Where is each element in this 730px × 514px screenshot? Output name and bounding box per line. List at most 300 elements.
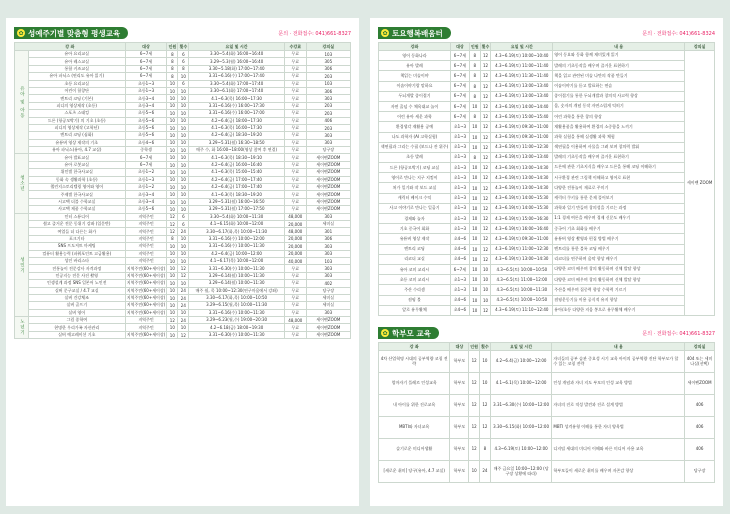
table-cell: 6: [178, 220, 189, 227]
table-row: [15, 331, 351, 338]
table-cell: 다양한 코미 배우며 창의 활동하며 신체 발달 향상: [553, 275, 685, 285]
left-contact: 문의 · 전화접수: 041)661-8327: [278, 30, 351, 37]
table-row: [379, 163, 715, 173]
table-cell: 10: [469, 193, 480, 203]
left-section-title: ✿ 성예주기별 맞춤형 평생교육: [14, 27, 128, 39]
table-cell: 12: [480, 101, 491, 111]
table-cell: 6~7세: [450, 81, 469, 91]
table-row: [379, 244, 715, 254]
table-cell: 4.2~6.4(금) 10:00~12:00: [189, 250, 285, 257]
table-cell: 세이펜ZOOM: [306, 206, 350, 213]
table-cell: 세미실: [306, 294, 350, 301]
table-row: [15, 51, 351, 58]
table-cell: 10: [480, 275, 491, 285]
table-cell: 초등3~4: [125, 191, 167, 198]
table-cell: 303: [306, 95, 350, 102]
course-name: 성인 바리스타: [28, 257, 125, 264]
column-header: 강좌: [379, 43, 451, 51]
table-cell: 4.3~6.19(토) 13:00~13:40: [491, 81, 553, 91]
table-cell: 3.29~5.31(월) 17:00~17:50: [189, 206, 285, 213]
table-cell: 지역주민: [125, 213, 167, 220]
table-cell: 초등5~6: [125, 117, 167, 124]
table-cell: 세이펜ZOOM: [306, 324, 350, 331]
table-row: [379, 254, 715, 264]
table-cell: 3.31~6.16(수) 16:00~17:30: [189, 102, 285, 109]
course-name: 자연 줄넘 수 체육대교 놀이: [379, 101, 451, 111]
column-header: 강의실: [685, 343, 715, 351]
table-cell: 12: [480, 152, 491, 162]
course-name: 엔트리 코딩 (심화): [28, 132, 125, 139]
table-cell: 초1~3: [450, 152, 469, 162]
left-page: [6, 18, 359, 506]
course-name: SNS 프도져트 마케팅: [28, 243, 125, 250]
table-cell: 4.1~6.3(목) 18:30~19:20: [189, 191, 285, 198]
table-cell: 10: [167, 309, 178, 316]
right-section1-contact: 문의 · 전화접수: 041)661-8324: [642, 30, 715, 37]
table-cell: 영어 동요와 동화 함께 재미있게 읽기: [553, 51, 685, 61]
table-cell: 3.29~6.15(월,목) 10:00~11:30: [189, 302, 285, 309]
course-name: 주제별 한국사교실: [28, 191, 125, 198]
table-cell: 3.30~5.4(화) 10:00~11:30: [189, 213, 285, 220]
table-cell: 캐릭터 쿠키를 통한 문제 풀어보기: [553, 193, 685, 203]
table-cell: 10: [178, 132, 189, 139]
course-name: 실버 영어: [28, 309, 125, 316]
table-row: [15, 102, 351, 109]
table-cell: 3.31~6.30(수) 10:00~11:30: [189, 331, 285, 338]
table-cell: 무료: [284, 124, 306, 131]
table-cell: 12: [480, 132, 491, 142]
table-cell: 10: [178, 87, 189, 94]
table-row: [379, 142, 715, 152]
course-name: 컴퓨터 활용능력 (파워포인트 고급활용): [28, 250, 125, 257]
table-cell: 12: [480, 81, 491, 91]
table-cell: 초1~3: [450, 122, 469, 132]
table-cell: 중국어 기초 회화를 배우기: [553, 224, 685, 234]
table-cell: 10: [167, 139, 178, 146]
course-name: 기초 중국어 회화: [379, 224, 451, 234]
table-cell: 10: [167, 124, 178, 131]
column-header: 인원: [470, 43, 479, 49]
table-cell: 4.3~6.19(토) 11:00~12:30: [491, 244, 553, 254]
table-cell: 3.31~6.16(수) 16:00~17:00: [189, 110, 285, 117]
table-cell: 406: [685, 439, 715, 461]
table-cell: 무료: [284, 147, 306, 154]
table-cell: 12: [167, 317, 178, 324]
column-header: 요일 및 시간: [491, 43, 553, 51]
table-cell: 무료: [284, 139, 306, 146]
course-name: 유아 레스교실: [28, 58, 125, 65]
table-cell: 10: [469, 234, 480, 244]
table-cell: 20,000: [284, 235, 306, 242]
table-cell: 10: [178, 324, 189, 331]
table-cell: 8: [167, 51, 178, 58]
table-cell: 재활용품을 활용하여 환경의 소중함을 느끼기: [553, 122, 685, 132]
course-name: 엔트리 코딩 (기본): [28, 95, 125, 102]
right-section2-header: [378, 326, 715, 340]
table-cell: 지역주민: [125, 317, 167, 324]
table-row: [379, 193, 715, 203]
table-cell: 세이펜ZOOM: [306, 198, 350, 205]
table-cell: 초1~3: [450, 275, 469, 285]
category-label: 유아 및 아동: [15, 51, 29, 154]
table-cell: 책을 읽고 관련된 미술 나만의 작품 만들기: [553, 71, 685, 81]
table-cell: 중학생: [125, 147, 167, 154]
course-name: 실버 건강체조: [28, 294, 125, 301]
column-header: 요일 및 시간: [189, 43, 285, 51]
table-cell: 다양한 전통놀이 재료로 꾸미기: [553, 183, 685, 193]
table-cell: 10: [167, 280, 178, 287]
course-name: 유아 코미 교리시: [379, 264, 451, 274]
table-cell: 3.29~5.31(월) 16:30~18:50: [189, 139, 285, 146]
course-name: 인터 스튜디어: [28, 213, 125, 220]
course-name: 피디의 영상제작 (고학년): [28, 124, 125, 131]
course-name: 앞로 유무활체: [379, 305, 451, 315]
table-cell: 12: [167, 228, 178, 235]
course-name: 경제와 놀자: [379, 214, 451, 224]
table-cell: 10: [167, 154, 178, 161]
table-cell: 10: [167, 147, 178, 154]
table-cell: 303: [306, 272, 350, 279]
table-cell: 10: [178, 235, 189, 242]
table-cell: 1:1 경제 여론을 배우며 경제 신문도 배우기: [553, 214, 685, 224]
course-name: 4차 산업혁명 시대의 공부역량 코칭 전략: [379, 351, 450, 373]
course-name: 피디의 영상제작 (초등): [28, 102, 125, 109]
table-row: [15, 124, 351, 131]
table-cell: 10: [480, 351, 491, 373]
column-header: 내 용: [552, 343, 685, 351]
table-row: [15, 184, 351, 191]
column-header: 대상: [125, 43, 167, 51]
table-cell: 10: [469, 101, 480, 111]
table-cell: 6~7세: [450, 264, 469, 274]
table-cell: 무료: [284, 117, 306, 124]
table-cell: 세미실: [306, 220, 350, 227]
right-section2-contact: 문의 · 전화접수: 041)661-8327: [642, 330, 715, 337]
table-cell: 4.3~6.19(토) 14:00~15:30: [491, 203, 553, 213]
table-cell: 4.3~6.19(토) 13:00~14:30: [491, 173, 553, 183]
table-row: [379, 81, 715, 91]
table-row: [379, 295, 715, 305]
table-cell: 3.30~5.4(화) 16:00~16:40: [189, 51, 285, 58]
table-row: [15, 110, 351, 117]
table-cell: 10: [167, 80, 178, 87]
table-cell: 매주 수, 화 16:00~18:00(영상 참여 후 연결): [189, 147, 285, 154]
course-name: 사고택 제품 수학교실: [28, 206, 125, 213]
table-cell: 4.3~6.19(토) 13:00~14:30: [491, 254, 553, 264]
column-header: 횟수: [481, 343, 489, 349]
table-row: [379, 234, 715, 244]
table-cell: 초등1~3: [125, 176, 167, 183]
course-name: 유튜버 영상 제작: [379, 234, 451, 244]
table-cell: 4.3~6.19(토) 16:00~16:40: [491, 224, 553, 234]
table-cell: 무료: [284, 73, 306, 80]
course-name: 책읽는 미술이야: [379, 71, 451, 81]
table-cell: 24: [178, 228, 189, 235]
table-cell: 초등5~6: [125, 124, 167, 131]
table-cell: 8: [167, 58, 178, 65]
table-cell: MBTI 성격유형 이해를 통한 자녀 양육법: [552, 417, 685, 439]
table-cell: 10: [469, 254, 480, 264]
table-cell: 초1~3: [450, 163, 469, 173]
table-cell: 20,000: [284, 243, 306, 250]
table-cell: 4.3~6.19(토) 15:00~16:30: [491, 214, 553, 224]
table-cell: 지역주민: [125, 220, 167, 227]
table-cell: 초4~6: [450, 234, 469, 244]
table-cell: 12: [480, 244, 491, 254]
course-name: 실버 문구교실 / 4.7 교실: [28, 287, 125, 294]
table-row: [15, 228, 351, 235]
table-cell: 10: [469, 285, 480, 295]
table-cell: 무료: [284, 294, 306, 301]
table-row: [15, 287, 351, 294]
table-cell: 4.3~6.19(토) 09:30~11:00: [491, 234, 553, 244]
table-row: [379, 264, 715, 274]
table-cell: 306: [306, 235, 350, 242]
table-row: [379, 51, 715, 61]
table-cell: 무료: [284, 80, 306, 87]
table-cell: 4.3~6.19(토) 14:00~15:30: [491, 193, 553, 203]
course-name: 유아 로봇교실: [28, 161, 125, 168]
table-cell: 10: [469, 203, 480, 213]
table-cell: 3.30~6.1(화) 17:00~17:40: [189, 87, 285, 94]
table-cell: 10: [178, 117, 189, 124]
course-name: 초등 코미 교리시: [379, 275, 451, 285]
table-cell: 4.3~6.19(토) 14:00~14:40: [491, 101, 553, 111]
table-cell: 지역주민(60+세이상): [126, 287, 166, 293]
table-cell: 학부모: [450, 439, 469, 461]
course-name: 엄마자기 플레르 인성교육: [379, 373, 450, 395]
table-cell: 8: [469, 51, 480, 61]
table-cell: 4.3~6.19(토) 15:00~15:40: [491, 112, 553, 122]
table-cell: 초1~3: [450, 203, 469, 213]
course-name: 실버 예고레이션 기초: [28, 331, 125, 338]
table-row: [15, 302, 351, 309]
table-cell: 무료: [284, 309, 306, 316]
table-cell: 3.30~5.4(화) 17:00~17:40: [189, 80, 285, 87]
table-cell: 6~7세: [450, 91, 469, 101]
table-cell: 12: [469, 373, 480, 395]
table-row: [15, 132, 351, 139]
course-name: 실버 골프기: [28, 302, 125, 309]
table-cell: 매주 금요일 10:00~12:00 (당구장 상황에 따라): [490, 461, 552, 483]
table-row: [15, 139, 351, 146]
table-row: [15, 257, 351, 264]
table-cell: 8: [469, 112, 480, 122]
table-cell: 10: [469, 305, 480, 315]
table-cell: 4.1~6.3(목) 16:00~17:30: [189, 95, 285, 102]
table-cell: 10: [469, 275, 480, 285]
table-cell: 10: [178, 102, 189, 109]
table-cell: 지역주민: [125, 250, 167, 257]
table-cell: 10: [178, 250, 189, 257]
table-cell: 48,000: [284, 228, 306, 235]
table-cell: 초등3~4: [125, 102, 167, 109]
table-cell: 24: [178, 302, 189, 309]
table-cell: 당구장: [685, 461, 715, 483]
table-cell: 4.1~6.3(목) 18:30~19:10: [189, 154, 285, 161]
table-cell: 3.31~6.30(수) 10:00~11:30: [189, 265, 285, 272]
table-cell: 10: [178, 73, 189, 80]
table-row: [15, 280, 351, 287]
table-row: [379, 275, 715, 285]
table-cell: 무료: [284, 302, 306, 309]
table-cell: 12: [480, 112, 491, 122]
table-cell: 무료: [284, 272, 306, 279]
table-cell: 무료: [284, 132, 306, 139]
table-cell: 세이펜ZOOM: [306, 184, 350, 191]
table-cell: 10: [167, 331, 178, 338]
course-name: 시고택 더블 수학교실: [28, 198, 125, 205]
table-cell: 주산을 배우며 집중력 향상 수학력 기르기: [553, 285, 685, 295]
table-cell: 4.2~6.4(금) 18:30~19:20: [189, 132, 285, 139]
table-cell: 12: [480, 51, 491, 61]
table-cell: 6: [178, 80, 189, 87]
table-cell: 301: [306, 228, 350, 235]
table-cell: 시구환경 관련 그림책 이해하고 영어로 표현: [553, 173, 685, 183]
table-cell: 4.1~6.15(화) 10:00~12:00: [189, 220, 285, 227]
table-cell: 학부모: [450, 461, 469, 483]
table-row: [15, 176, 351, 183]
table-cell: 406: [685, 395, 715, 417]
table-row: [15, 213, 351, 220]
table-cell: 지역주민: [125, 324, 167, 331]
course-name: 전통놀이 전문강사 자격과정: [28, 265, 125, 272]
table-cell: 4.3~6.5(토) 10:00~10:50: [491, 295, 553, 305]
table-cell: 10: [469, 122, 480, 132]
course-name: 유아 요리교실: [28, 51, 125, 58]
table-cell: 인성 개념과 자녀 지도 부모의 인성 교육 방법: [552, 373, 685, 395]
table-cell: 103: [306, 51, 350, 58]
table-row: [15, 220, 351, 227]
table-cell: 10: [178, 110, 189, 117]
table-cell: 10: [167, 161, 178, 168]
table-cell: 10: [480, 285, 491, 295]
column-header: 수강료: [284, 43, 306, 51]
category-label: 성인기: [15, 213, 29, 316]
table-row: [379, 395, 715, 417]
table-cell: 4.1~6.17(목) 10:00~12:00: [189, 257, 285, 264]
course-name: 그림 종학여: [28, 317, 125, 324]
table-cell: 학부모: [450, 373, 469, 395]
table-cell: 10: [178, 169, 189, 176]
table-row: [15, 191, 351, 198]
table-cell: 8: [167, 65, 178, 72]
course-name: 슬기로운 미디어생활: [379, 439, 450, 461]
table-cell: 3.31~6.16(수) 10:00~12:00: [189, 235, 285, 242]
table-cell: 203: [306, 102, 350, 109]
table-cell: 10: [167, 132, 178, 139]
table-cell: 무료: [284, 102, 306, 109]
table-row: [15, 265, 351, 272]
table-cell: 10: [178, 176, 189, 183]
table-cell: 10: [167, 87, 178, 94]
table-cell: 4.3~6.5(토) 11:00~12:00: [491, 275, 553, 285]
table-row: [15, 206, 351, 213]
course-name: 환경생각 재활용 공예: [379, 122, 451, 132]
table-cell: 지역주민: [125, 257, 167, 264]
table-cell: 12: [480, 203, 491, 213]
table-cell: 10: [167, 302, 178, 309]
table-cell: 10: [167, 95, 178, 102]
table-cell: 학부모들이 새로운 취미를 배우며 자존감 향상: [552, 461, 685, 483]
saturday-course-table: [378, 42, 715, 316]
table-cell: 10: [178, 139, 189, 146]
table-cell: 6: [178, 51, 189, 58]
table-row: [379, 351, 715, 373]
table-cell: 8: [469, 91, 480, 101]
leaf-icon: ✿: [382, 329, 388, 337]
course-name: 포크기타: [28, 235, 125, 242]
table-cell: 10: [167, 191, 178, 198]
table-cell: 3.30~6.15(화) 10:00~12:00: [490, 417, 552, 439]
right-section1-header: [378, 26, 715, 40]
table-cell: 다양한 코미 배우며 창의 활동하며 신체 발달 향상: [553, 264, 685, 274]
table-cell: 어린 과학을 통한 창의 향상: [553, 112, 685, 122]
course-name: 인생설계 과정 SNS 일본어 노인전: [28, 280, 125, 287]
table-row: [379, 373, 715, 395]
table-cell: 12: [469, 417, 480, 439]
table-cell: 6~7세: [450, 51, 469, 61]
right-section1-title: ✿ 토요행복배움터: [378, 27, 451, 39]
table-cell: 404 또는 세미나실(선택): [685, 351, 715, 373]
table-cell: 12: [480, 183, 491, 193]
table-cell: 자녀들의 공부 습관 중요성 시기 교육 아이의 공부역량 진단 학부모가 할 수 있는 코칭 전략: [552, 351, 685, 373]
table-cell: 3.29~5.3(월) 16:00~16:40: [189, 58, 285, 65]
table-row: [15, 294, 351, 301]
table-row: [15, 65, 351, 72]
table-cell: 303: [306, 265, 350, 272]
table-cell: 12: [167, 220, 178, 227]
table-cell: 10: [178, 124, 189, 131]
table-cell: 12: [178, 265, 189, 272]
table-cell: 학부모: [450, 395, 469, 417]
table-row: [15, 95, 351, 102]
column-header: 강 좌: [15, 43, 126, 51]
table-cell: 12: [480, 122, 491, 132]
table-cell: 6~7세: [450, 112, 469, 122]
course-name: 색연필과 그리는 수필 (보드나 잔 위주): [379, 142, 451, 152]
table-cell: 10: [178, 257, 189, 264]
table-cell: 4.3~6.19(토) 09:30~11:00: [491, 122, 553, 132]
table-cell: 10: [167, 206, 178, 213]
table-cell: 지역주민(60+세이상): [126, 265, 166, 271]
table-cell: 4.2~6.4(금) 16:00~16:40: [189, 161, 285, 168]
table-cell: 10: [167, 198, 178, 205]
table-cell: 지역주민(60+세이상): [126, 280, 166, 286]
course-name: 이솝이야기랑 말하요: [379, 81, 451, 91]
table-cell: 10: [167, 265, 178, 272]
table-cell: 203: [306, 124, 350, 131]
table-cell: 이솝이야기를 듣고 발표하는 연습: [553, 81, 685, 91]
table-cell: 세이펜ZOOM: [306, 169, 350, 176]
table-cell: 무료: [284, 161, 306, 168]
table-cell: 과학과 일기 만들며 창의성을 기르는 과정: [553, 203, 685, 213]
table-cell: 종이접기를 통한 두뇌개발과 창의적 사고력 향상: [553, 91, 685, 101]
course-name: 드론 (항공모박기) 코딩 교실: [379, 163, 451, 173]
table-cell: 초4~6: [450, 244, 469, 254]
table-cell: 3.29~6.14(월) 10:00~11:30: [189, 272, 285, 279]
table-cell: 10: [469, 173, 480, 183]
table-cell: 4.3~6.19(토) 13:00~13:40: [491, 152, 553, 162]
course-name: 스포츠 스태킹: [28, 110, 125, 117]
table-cell: 10: [178, 147, 189, 154]
table-row: [379, 417, 715, 439]
table-row: [379, 91, 715, 101]
table-cell: 지역주민(60+세이상): [126, 295, 166, 301]
table-cell: 306: [306, 65, 350, 72]
course-name: 초등 발레: [379, 152, 451, 162]
table-cell: 세이펜ZOOM: [306, 317, 350, 324]
